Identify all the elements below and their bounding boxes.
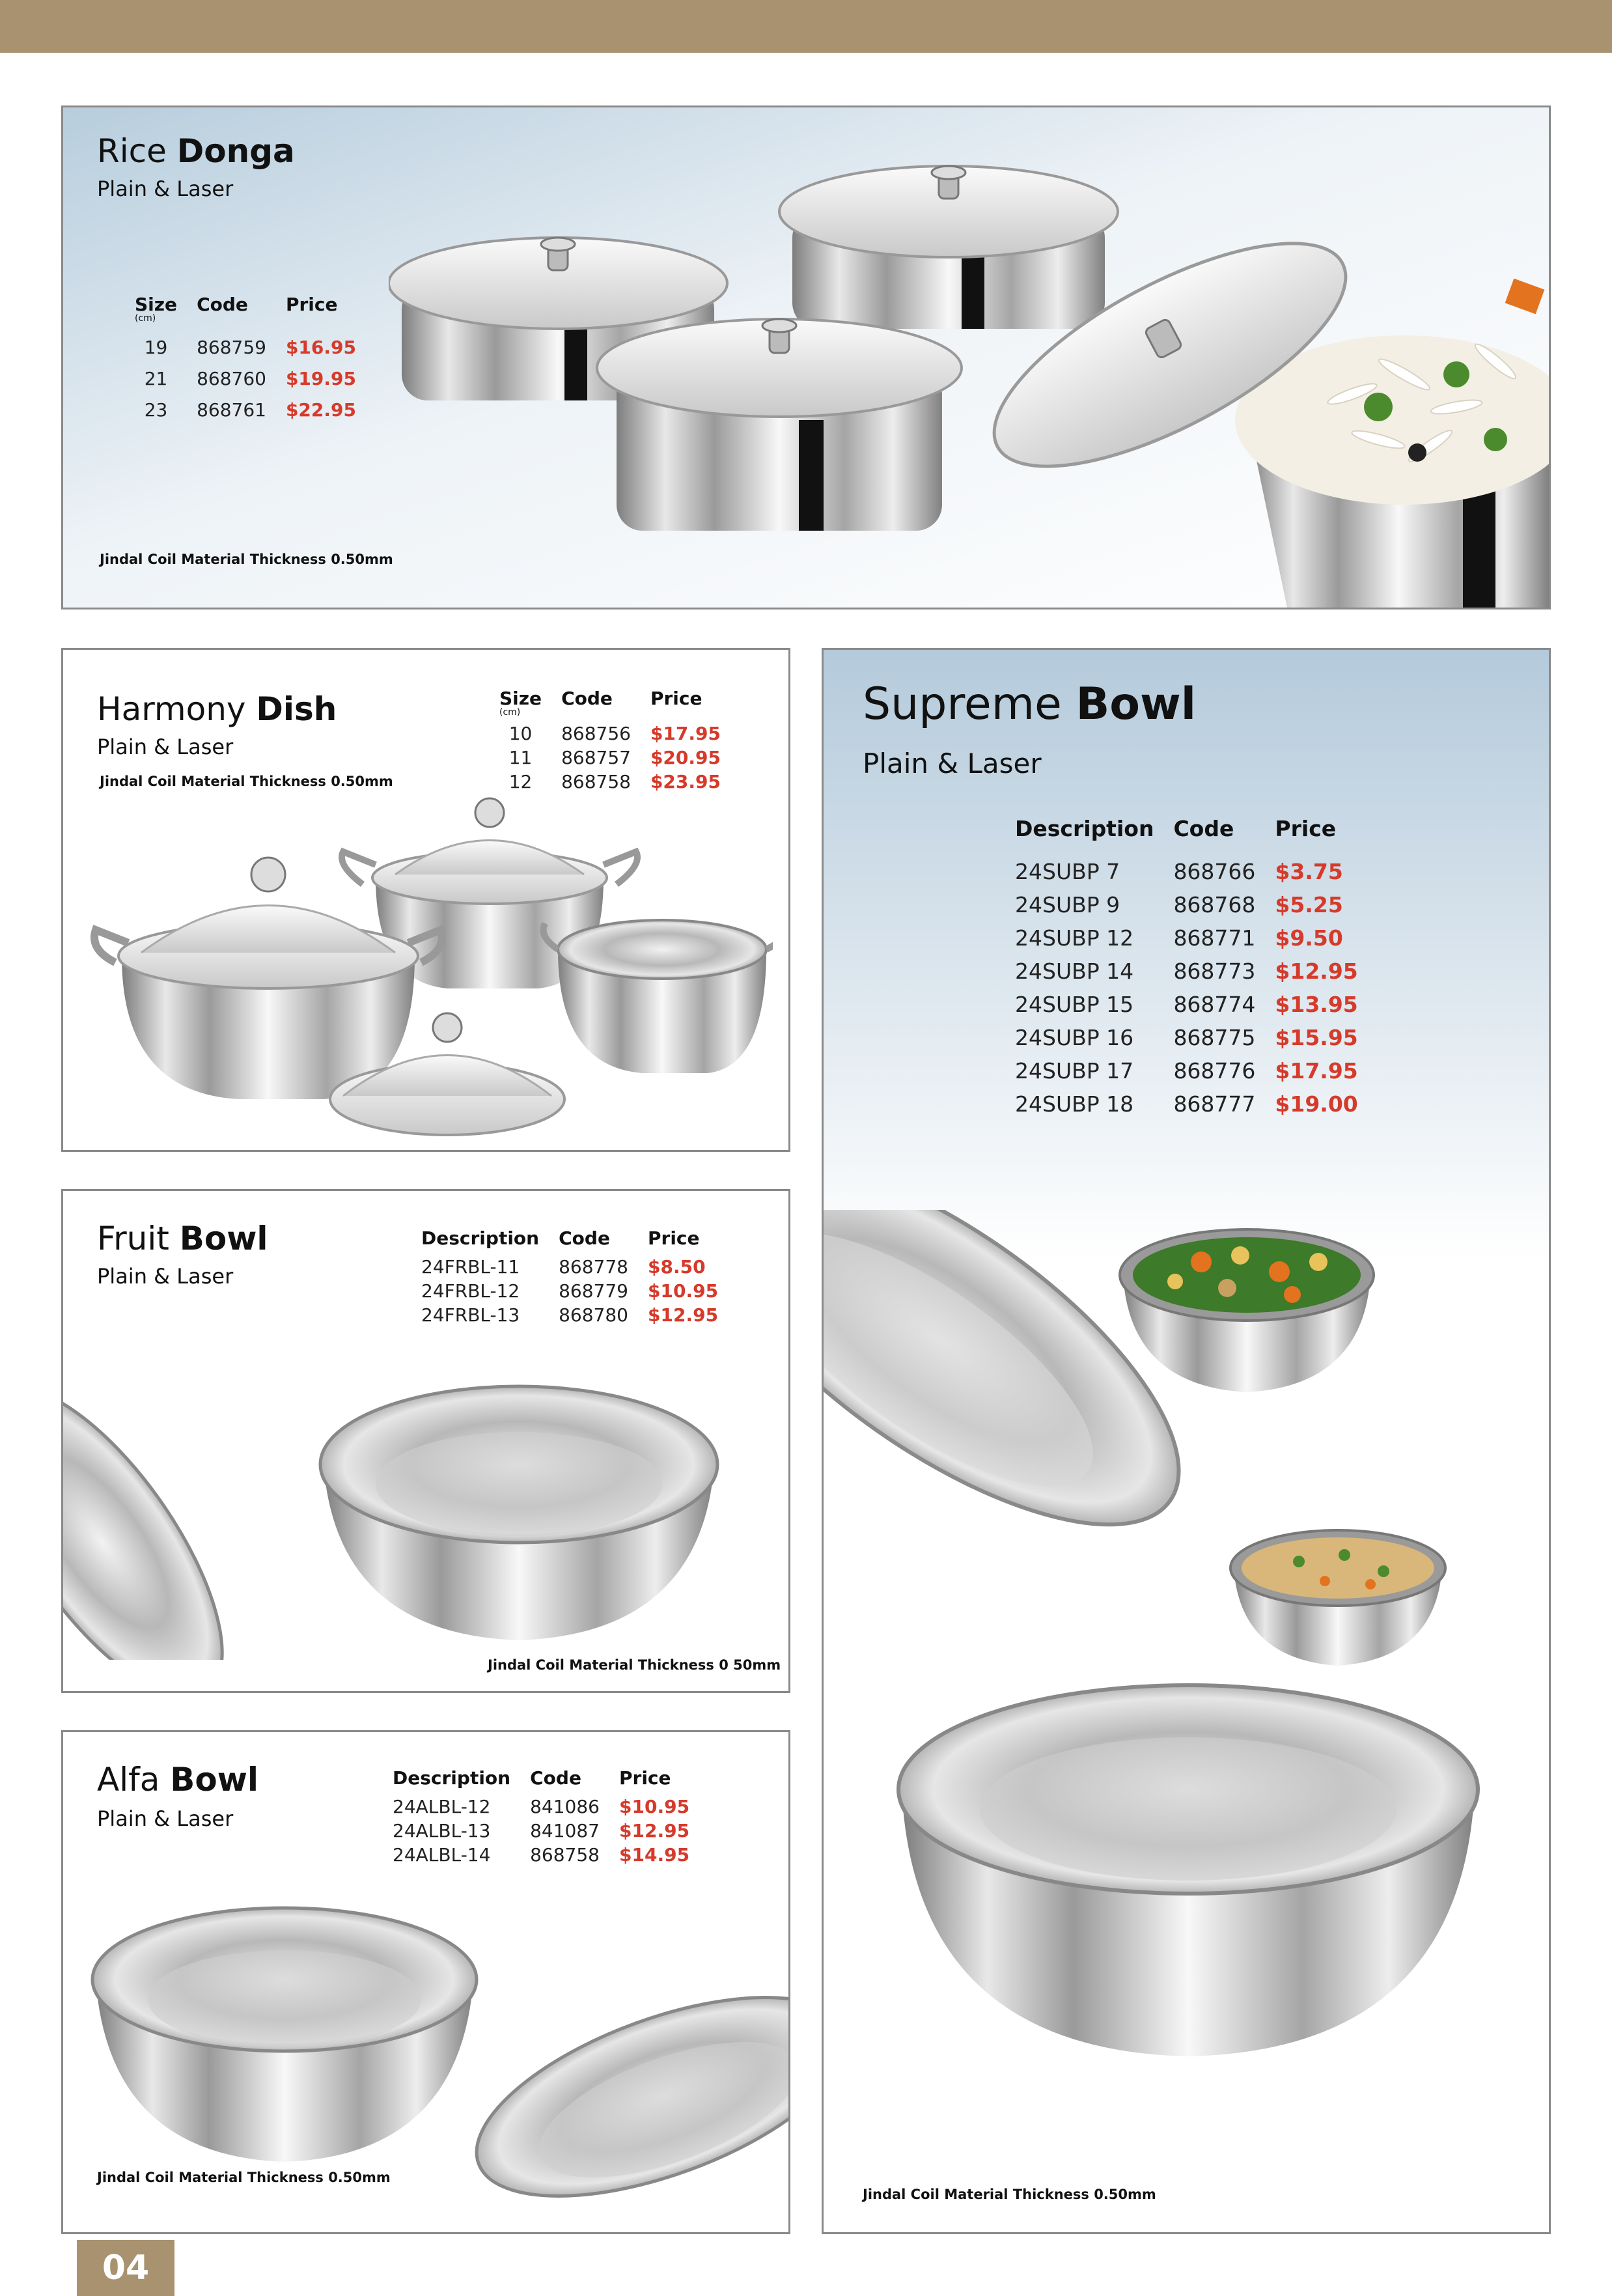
price-cell: $15.95 bbox=[1275, 1025, 1358, 1050]
code-cell: 868775 bbox=[1173, 1025, 1256, 1050]
table-row bbox=[421, 1279, 738, 1303]
fruit-bowl-subtitle: Plain & Laser bbox=[97, 1264, 234, 1289]
price-cell: $9.50 bbox=[1275, 925, 1343, 951]
price-cell: $16.95 bbox=[285, 336, 357, 358]
table-row bbox=[1015, 955, 1378, 988]
description-cell: 24ALBL-14 bbox=[393, 1844, 491, 1866]
size-cell: 12 bbox=[508, 771, 533, 792]
price-cell: $13.95 bbox=[1275, 992, 1358, 1017]
supreme-bowl-price-table bbox=[1015, 816, 1378, 1121]
price-cell: $19.95 bbox=[285, 367, 357, 389]
fruit-bowl-panel bbox=[61, 1189, 790, 1693]
fruit-bowl-material-note: Jindal Coil Material Thickness 0 50mm bbox=[488, 1657, 781, 1673]
rice-donga-title: Rice Donga bbox=[97, 132, 295, 170]
description-cell: 24SUBP 9 bbox=[1015, 892, 1120, 917]
alfa-bowls-illustration bbox=[63, 1901, 788, 2207]
size-cell: 11 bbox=[508, 747, 533, 768]
rice-donga-subtitle: Plain & Laser bbox=[97, 176, 234, 201]
price-cell: $12.95 bbox=[1275, 959, 1358, 984]
size-cell: 19 bbox=[144, 336, 168, 358]
table-row bbox=[1015, 888, 1378, 921]
size-header: Size (cm) bbox=[499, 688, 542, 718]
price-cell: $10.95 bbox=[619, 1796, 690, 1817]
code-cell: 868771 bbox=[1173, 925, 1256, 951]
table-row bbox=[393, 1843, 709, 1867]
description-header: Description bbox=[393, 1767, 511, 1789]
table-row bbox=[135, 394, 376, 425]
code-cell: 868774 bbox=[1173, 992, 1256, 1017]
code-cell: 868779 bbox=[559, 1280, 628, 1302]
top-banner bbox=[0, 0, 1612, 53]
code-cell: 868760 bbox=[197, 367, 266, 389]
code-cell: 868758 bbox=[530, 1844, 600, 1866]
price-header: Price bbox=[1275, 816, 1337, 841]
price-header: Price bbox=[285, 294, 338, 315]
code-header: Code bbox=[197, 294, 248, 315]
description-header: Description bbox=[1015, 816, 1154, 841]
table-row bbox=[135, 363, 376, 394]
size-cell: 23 bbox=[144, 399, 168, 421]
description-cell: 24SUBP 17 bbox=[1015, 1058, 1134, 1084]
price-cell: $23.95 bbox=[650, 771, 721, 792]
table-row bbox=[1015, 988, 1378, 1021]
price-cell: $19.00 bbox=[1275, 1091, 1358, 1117]
code-cell: 868777 bbox=[1173, 1091, 1256, 1117]
size-cell: 10 bbox=[508, 723, 533, 744]
code-cell: 868773 bbox=[1173, 959, 1256, 984]
harmony-dish-panel bbox=[61, 648, 790, 1152]
table-row bbox=[499, 770, 740, 794]
code-cell: 868758 bbox=[561, 771, 631, 792]
table-row bbox=[1015, 855, 1378, 888]
harmony-dish-material-note: Jindal Coil Material Thickness 0.50mm bbox=[100, 774, 393, 789]
code-header: Code bbox=[561, 688, 613, 709]
description-cell: 24ALBL-12 bbox=[393, 1796, 491, 1817]
description-cell: 24SUBP 14 bbox=[1015, 959, 1134, 984]
harmony-dish-title: Harmony Dish bbox=[97, 690, 337, 728]
code-cell: 868780 bbox=[559, 1304, 628, 1326]
alfa-bowl-panel bbox=[61, 1730, 790, 2234]
alfa-bowl-subtitle: Plain & Laser bbox=[97, 1806, 234, 1831]
price-cell: $12.95 bbox=[648, 1304, 719, 1326]
price-cell: $20.95 bbox=[650, 747, 721, 768]
table-row bbox=[499, 746, 740, 770]
table-row bbox=[1015, 921, 1378, 955]
alfa-bowl-material-note: Jindal Coil Material Thickness 0.50mm bbox=[97, 2170, 391, 2185]
description-cell: 24FRBL-12 bbox=[421, 1280, 520, 1302]
description-cell: 24SUBP 7 bbox=[1015, 859, 1120, 884]
harmony-dish-price-table bbox=[499, 688, 740, 794]
description-cell: 24SUBP 12 bbox=[1015, 925, 1134, 951]
table-row bbox=[393, 1795, 709, 1819]
harmony-dish-subtitle: Plain & Laser bbox=[97, 735, 234, 759]
code-cell: 868768 bbox=[1173, 892, 1256, 917]
rice-donga-pots-illustration bbox=[389, 147, 1549, 608]
code-cell: 868776 bbox=[1173, 1058, 1256, 1084]
fruit-bowls-illustration bbox=[63, 1373, 788, 1660]
table-row bbox=[421, 1255, 738, 1279]
code-cell: 868756 bbox=[561, 723, 631, 744]
price-cell: $17.95 bbox=[1275, 1058, 1358, 1084]
rice-donga-material-note: Jindal Coil Material Thickness 0.50mm bbox=[100, 552, 393, 567]
description-header: Description bbox=[421, 1227, 540, 1249]
price-header: Price bbox=[648, 1227, 700, 1249]
alfa-bowl-title: Alfa Bowl bbox=[97, 1761, 259, 1799]
supreme-bowl-panel bbox=[822, 648, 1551, 2234]
description-cell: 24FRBL-13 bbox=[421, 1304, 520, 1326]
rice-donga-price-table bbox=[135, 294, 376, 425]
description-cell: 24SUBP 15 bbox=[1015, 992, 1134, 1017]
code-header: Code bbox=[559, 1227, 610, 1249]
supreme-bowl-subtitle: Plain & Laser bbox=[863, 748, 1042, 779]
code-cell: 868761 bbox=[197, 399, 266, 421]
table-row bbox=[1015, 1087, 1378, 1121]
price-cell: $10.95 bbox=[648, 1280, 719, 1302]
price-cell: $17.95 bbox=[650, 723, 721, 744]
code-cell: 868778 bbox=[559, 1256, 628, 1278]
code-cell: 868759 bbox=[197, 336, 266, 358]
rice-donga-panel bbox=[61, 105, 1551, 609]
price-cell: $5.25 bbox=[1275, 892, 1343, 917]
table-row bbox=[499, 721, 740, 746]
price-cell: $22.95 bbox=[285, 399, 357, 421]
price-cell: $3.75 bbox=[1275, 859, 1343, 884]
price-cell: $14.95 bbox=[619, 1844, 690, 1866]
supreme-bowl-material-note: Jindal Coil Material Thickness 0.50mm bbox=[863, 2187, 1156, 2202]
fruit-bowl-price-table bbox=[421, 1227, 738, 1327]
description-cell: 24FRBL-11 bbox=[421, 1256, 520, 1278]
table-row bbox=[421, 1303, 738, 1327]
code-cell: 868757 bbox=[561, 747, 631, 768]
code-header: Code bbox=[1173, 816, 1234, 841]
code-cell: 841087 bbox=[530, 1820, 600, 1841]
price-cell: $8.50 bbox=[648, 1256, 706, 1278]
table-row bbox=[1015, 1054, 1378, 1087]
price-cell: $12.95 bbox=[619, 1820, 690, 1841]
supreme-bowl-title: Supreme Bowl bbox=[863, 679, 1197, 730]
table-row bbox=[393, 1819, 709, 1843]
size-cell: 21 bbox=[144, 367, 168, 389]
table-row bbox=[1015, 1021, 1378, 1054]
harmony-dish-pots-illustration bbox=[83, 793, 773, 1148]
code-cell: 868766 bbox=[1173, 859, 1256, 884]
fruit-bowl-title: Fruit Bowl bbox=[97, 1220, 268, 1257]
page-number: 04 bbox=[77, 2240, 174, 2296]
supreme-bowls-illustration bbox=[824, 1210, 1549, 2108]
price-header: Price bbox=[619, 1767, 671, 1789]
alfa-bowl-price-table bbox=[393, 1767, 709, 1867]
size-header: Size (cm) bbox=[135, 294, 178, 324]
description-cell: 24SUBP 18 bbox=[1015, 1091, 1134, 1117]
code-cell: 841086 bbox=[530, 1796, 600, 1817]
description-cell: 24SUBP 16 bbox=[1015, 1025, 1134, 1050]
table-row bbox=[135, 331, 376, 363]
code-header: Code bbox=[530, 1767, 581, 1789]
price-header: Price bbox=[650, 688, 702, 709]
description-cell: 24ALBL-13 bbox=[393, 1820, 491, 1841]
